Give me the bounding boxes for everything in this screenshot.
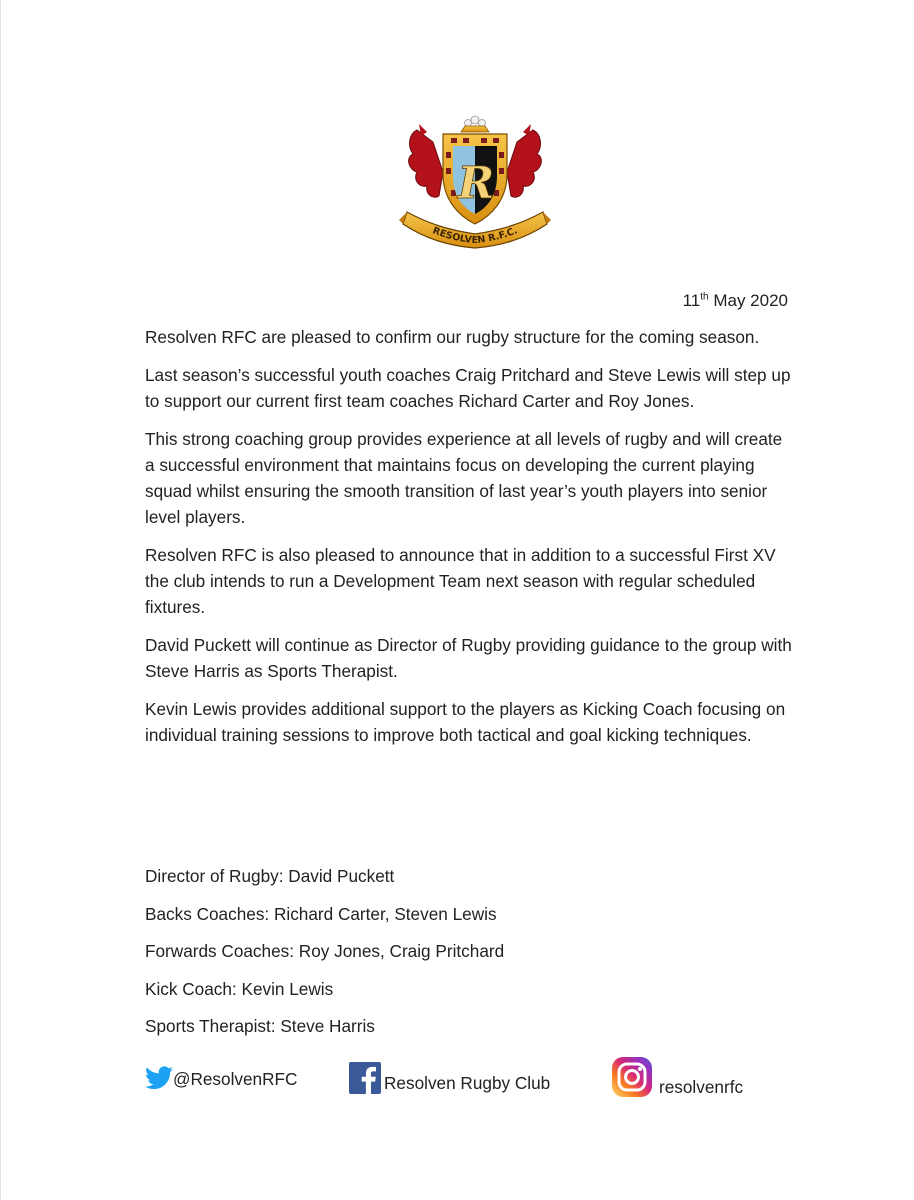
role-forwards-coaches: Forwards Coaches: Roy Jones, Craig Pritchard: [145, 941, 505, 961]
social-links: [1, 1056, 914, 1106]
facebook-icon: [349, 1062, 381, 1094]
twitter-link[interactable]: [145, 1066, 297, 1090]
coaching-roles-list: [145, 864, 795, 1052]
letter-body: [145, 324, 795, 760]
facebook-page-name: Resolven Rugby Club: [384, 1073, 551, 1093]
date-suffix: th: [700, 291, 709, 303]
date-month-year: May 2020: [713, 291, 788, 310]
date-day: 11: [682, 291, 701, 310]
paragraph: Resolven RFC are pleased to confirm our rugby structure for the coming season.: [145, 327, 760, 347]
crest-banner-text: RESOLVEN R.F.C.: [430, 225, 520, 247]
club-crest-logo: [399, 112, 551, 254]
paragraph: Last season’s successful youth coaches Craig Pritchard and Steve Lewis will step up to support our current first team coaches Richard Carter and Roy Jones.: [145, 365, 791, 411]
role-kick-coach: Kick Coach: Kevin Lewis: [145, 978, 334, 999]
twitter-icon: [145, 1066, 173, 1090]
instagram-handle: resolvenrfc: [659, 1077, 744, 1097]
paragraph: David Puckett will continue as Director of Rugby providing guidance to the group with Steve Harris as Sports Therapist.: [145, 635, 792, 681]
letter-date: [683, 290, 788, 312]
paragraph: This strong coaching group provides experience at all levels of rugby and will create a successful environment that maintains focus on developing the current playing squad whilst ensuring the smooth transition of last year’s youth players into senior level players.: [145, 429, 783, 527]
facebook-link[interactable]: [349, 1062, 550, 1094]
paragraph: Kevin Lewis provides additional support to the players as Kicking Coach focusing on individual training sessions to improve both tactical and goal kicking techniques.: [145, 699, 786, 745]
instagram-link[interactable]: [611, 1056, 743, 1098]
crest-monogram: R: [457, 158, 495, 209]
role-director-of-rugby: Director of Rugby: David Puckett: [145, 866, 395, 886]
role-sports-therapist: Sports Therapist: Steve Harris: [145, 1016, 375, 1036]
instagram-icon: [611, 1056, 653, 1098]
twitter-handle: @ResolvenRFC: [173, 1069, 298, 1089]
paragraph: Resolven RFC is also pleased to announce that in addition to a successful First XV the club intends to run a Development Team next season with regular scheduled fixtures.: [145, 545, 776, 617]
role-backs-coaches: Backs Coaches: Richard Carter, Steven Lewis: [145, 903, 497, 924]
